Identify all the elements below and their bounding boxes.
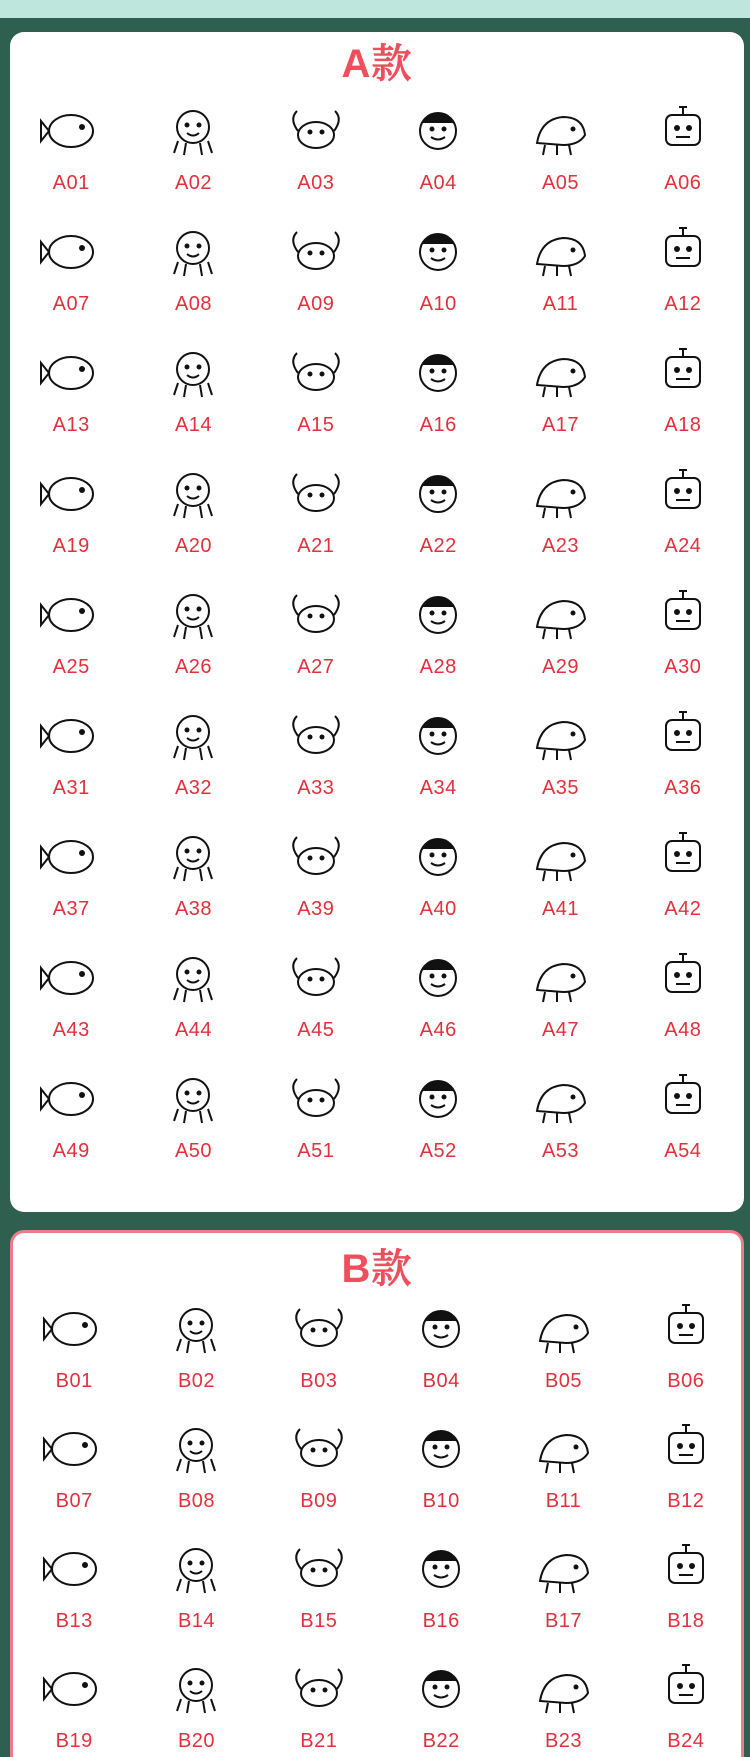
- stamp-item: [132, 705, 254, 826]
- stamp-code-label: A34: [419, 777, 457, 799]
- caterpillar-icon: [33, 342, 109, 404]
- stamp-code-label: A40: [419, 898, 457, 920]
- stamp-item: [622, 463, 744, 584]
- stamp-code-label: A29: [541, 656, 580, 678]
- soccer-ball-icon: [403, 1538, 479, 1600]
- stamp-code-label: A16: [419, 414, 457, 436]
- stamp-item: [499, 826, 621, 947]
- stamp-code-label: A09: [297, 293, 335, 315]
- stamp-item: [502, 1418, 624, 1538]
- stamp-item: [255, 342, 377, 463]
- stamp-code-label: A23: [541, 535, 580, 557]
- section-a-grid: [10, 100, 744, 1189]
- stamp-item: [132, 947, 254, 1068]
- stamp-code-label: B24: [667, 1730, 705, 1752]
- stamp-item: [10, 584, 132, 705]
- dinosaur-icon: [158, 1418, 234, 1480]
- seal-icon: [155, 947, 231, 1009]
- stamp-item: [622, 1068, 744, 1189]
- spiky-hair-face-icon: [525, 1298, 601, 1360]
- stamp-item: [255, 826, 377, 947]
- bat-icon: [400, 947, 476, 1009]
- stamp-code-label: A06: [664, 172, 702, 194]
- squid-icon: [400, 100, 476, 162]
- stamp-code-label: B06: [667, 1370, 705, 1392]
- stamp-item: [499, 100, 621, 221]
- stamp-item: [625, 1418, 747, 1538]
- stamp-item: [622, 826, 744, 947]
- stegosaurus-icon: [400, 705, 476, 767]
- stamp-code-label: A41: [541, 898, 580, 920]
- owl-icon: [522, 342, 598, 404]
- giraffe-head-icon: [525, 1538, 601, 1600]
- gorilla-icon: [155, 584, 231, 646]
- stamp-item: [258, 1418, 380, 1538]
- stamp-code-label: B03: [300, 1370, 338, 1392]
- stamp-item: [255, 463, 377, 584]
- panda-icon: [155, 826, 231, 888]
- snail-icon: [278, 947, 354, 1009]
- stamp-item: [377, 584, 499, 705]
- stamp-code-label: B13: [55, 1610, 93, 1632]
- hippo-icon: [278, 584, 354, 646]
- stamp-code-label: A26: [174, 656, 213, 678]
- stamp-item: [377, 100, 499, 221]
- stamp-code-label: A46: [419, 1019, 457, 1041]
- stamp-code-label: B16: [422, 1610, 460, 1632]
- stamp-item: [377, 947, 499, 1068]
- zebra-icon: [281, 1658, 357, 1720]
- stamp-item: [380, 1298, 502, 1418]
- rhino-icon: [155, 1068, 231, 1130]
- fox-icon: [278, 463, 354, 525]
- stamp-code-label: B21: [300, 1730, 338, 1752]
- stamp-item: [10, 1068, 132, 1189]
- squirrel-icon: [155, 342, 231, 404]
- beetle-icon: [33, 221, 109, 283]
- stamp-code-label: A27: [297, 656, 335, 678]
- leaf-ball-icon: [158, 1658, 234, 1720]
- stamp-item: [255, 100, 377, 221]
- car-icon: [158, 1538, 234, 1600]
- stamp-code-label: B12: [667, 1490, 705, 1512]
- child-face-icon: [158, 1298, 234, 1360]
- stamp-item: [13, 1658, 135, 1757]
- stamp-item: [625, 1298, 747, 1418]
- stamp-code-label: A10: [419, 293, 457, 315]
- stamp-item: [622, 342, 744, 463]
- stamp-item: [622, 705, 744, 826]
- stamp-item: [132, 826, 254, 947]
- stamp-code-label: A08: [174, 293, 213, 315]
- stamp-code-label: A31: [52, 777, 90, 799]
- bee-icon: [400, 221, 476, 283]
- stamp-code-label: B18: [667, 1610, 705, 1632]
- stamp-code-label: A14: [174, 414, 213, 436]
- turtle-icon: [400, 826, 476, 888]
- stamp-code-label: B11: [545, 1490, 582, 1512]
- stamp-item: [622, 100, 744, 221]
- stamp-item: [255, 1068, 377, 1189]
- stamp-code-label: B04: [422, 1370, 460, 1392]
- black-ant-icon: [645, 1068, 721, 1130]
- stamp-item: [135, 1658, 257, 1757]
- stamp-item: [377, 221, 499, 342]
- lion-icon: [645, 463, 721, 525]
- section-b-grid: [13, 1298, 747, 1757]
- stamp-item: [10, 342, 132, 463]
- owl-tree-icon: [522, 1068, 598, 1130]
- duck-icon: [400, 342, 476, 404]
- stamp-item: [499, 221, 621, 342]
- brontosaurus-icon: [155, 705, 231, 767]
- koala-icon: [522, 463, 598, 525]
- stamp-code-label: A21: [297, 535, 335, 557]
- stamp-code-label: A37: [52, 898, 90, 920]
- stamp-item: [10, 826, 132, 947]
- stamp-code-label: A30: [664, 656, 702, 678]
- cowboy-face-icon: [403, 1298, 479, 1360]
- horse-icon: [648, 1538, 724, 1600]
- dragonfly-icon: [645, 221, 721, 283]
- stamp-code-label: A33: [297, 777, 335, 799]
- penguin-icon: [400, 463, 476, 525]
- stamp-code-label: B10: [422, 1490, 460, 1512]
- stamp-code-label: A51: [297, 1140, 335, 1162]
- stamp-item: [380, 1538, 502, 1658]
- stamp-item: [377, 705, 499, 826]
- stamp-code-label: A01: [52, 172, 90, 194]
- peacock-icon: [522, 947, 598, 1009]
- fish-icon: [33, 100, 109, 162]
- stamp-code-label: A05: [541, 172, 580, 194]
- stamp-item: [132, 1068, 254, 1189]
- stamp-item: [625, 1538, 747, 1658]
- stamp-item: [502, 1298, 624, 1418]
- stamp-code-label: A07: [52, 293, 90, 315]
- giraffe-icon: [33, 1068, 109, 1130]
- stamp-item: [135, 1298, 257, 1418]
- sparrow-icon: [33, 947, 109, 1009]
- stamp-code-label: A35: [541, 777, 580, 799]
- stamp-code-label: A50: [174, 1140, 213, 1162]
- stamp-item: [255, 705, 377, 826]
- stamp-code-label: B19: [55, 1730, 93, 1752]
- stamp-item: [380, 1658, 502, 1757]
- stamp-code-label: A53: [541, 1140, 580, 1162]
- curly-hair-face-icon: [648, 1298, 724, 1360]
- stamp-item: [377, 826, 499, 947]
- stamp-item: [132, 342, 254, 463]
- stamp-item: [499, 947, 621, 1068]
- bird-head-icon: [522, 826, 598, 888]
- stamp-item: [499, 463, 621, 584]
- stamp-code-label: A39: [297, 898, 335, 920]
- airplane-icon: [36, 1658, 112, 1720]
- stamp-item: [502, 1658, 624, 1757]
- stamp-code-label: A54: [664, 1140, 702, 1162]
- bug-icon: [155, 221, 231, 283]
- stamp-code-label: B02: [177, 1370, 216, 1392]
- stamp-item: [255, 221, 377, 342]
- stamp-item: [625, 1658, 747, 1757]
- section-b-title: B款: [341, 1247, 413, 1291]
- ladybug-icon: [278, 221, 354, 283]
- stamp-item: [499, 584, 621, 705]
- stamp-item: [13, 1418, 135, 1538]
- bear-icon: [33, 584, 109, 646]
- stamp-code-label: A47: [541, 1019, 580, 1041]
- stamp-code-label: A38: [174, 898, 213, 920]
- stamp-code-label: A03: [297, 172, 335, 194]
- hatchling-icon: [645, 584, 721, 646]
- stamp-code-label: A43: [52, 1019, 90, 1041]
- stag-beetle-icon: [403, 1658, 479, 1720]
- stamp-item: [10, 100, 132, 221]
- perched-parrot-icon: [645, 826, 721, 888]
- stamp-code-label: A32: [174, 777, 213, 799]
- ufo-icon: [403, 1418, 479, 1480]
- stamp-code-label: A28: [419, 656, 457, 678]
- stamp-code-label: A49: [52, 1140, 90, 1162]
- stamp-item: [132, 221, 254, 342]
- chick-balloon-icon: [278, 342, 354, 404]
- stamp-item: [377, 1068, 499, 1189]
- stamp-code-label: A22: [419, 535, 457, 557]
- stamp-code-label: B07: [55, 1490, 93, 1512]
- stamp-code-label: A20: [174, 535, 213, 557]
- stamp-item: [502, 1538, 624, 1658]
- trex-icon: [33, 705, 109, 767]
- stamp-item: [13, 1298, 135, 1418]
- stamp-code-label: B15: [300, 1610, 338, 1632]
- stamp-code-label: A24: [664, 535, 702, 557]
- stamp-code-label: B09: [300, 1490, 338, 1512]
- stamp-item: [622, 584, 744, 705]
- stamp-item: [499, 1068, 621, 1189]
- stamp-code-label: A17: [541, 414, 580, 436]
- stamp-code-label: A36: [664, 777, 702, 799]
- whale-icon: [645, 100, 721, 162]
- hedgehog-icon: [645, 342, 721, 404]
- stamp-code-label: A42: [664, 898, 702, 920]
- section-a-panel: [10, 32, 744, 1212]
- section-b-panel: [10, 1230, 744, 1757]
- stamp-code-label: A12: [664, 293, 702, 315]
- stamp-code-label: B20: [177, 1730, 216, 1752]
- stamp-item: [132, 463, 254, 584]
- gamepad-icon: [281, 1418, 357, 1480]
- stamp-code-label: A44: [174, 1019, 213, 1041]
- donkey-icon: [278, 826, 354, 888]
- stamp-item: [10, 947, 132, 1068]
- stamp-item: [10, 463, 132, 584]
- stamp-code-label: B14: [177, 1610, 216, 1632]
- stamp-item: [499, 342, 621, 463]
- top-banner-strip: [0, 0, 750, 18]
- stamp-code-label: A45: [297, 1019, 335, 1041]
- stamp-item: [10, 705, 132, 826]
- stamp-code-label: B22: [422, 1730, 460, 1752]
- stamp-item: [499, 705, 621, 826]
- camel-icon: [645, 947, 721, 1009]
- stamp-code-label: A02: [174, 172, 213, 194]
- owl-branch-icon: [525, 1658, 601, 1720]
- stamp-code-label: B01: [55, 1370, 93, 1392]
- stamp-code-label: A11: [542, 293, 579, 315]
- stamp-item: [255, 947, 377, 1068]
- stamp-item: [255, 584, 377, 705]
- stamp-item: [622, 221, 744, 342]
- stamp-item: [135, 1538, 257, 1658]
- cat-star-icon: [33, 463, 109, 525]
- raccoon-icon: [155, 463, 231, 525]
- dolphin-icon: [522, 100, 598, 162]
- crocodile-icon: [400, 584, 476, 646]
- stamp-item: [135, 1418, 257, 1538]
- robot-icon: [36, 1418, 112, 1480]
- ant-icon: [400, 1068, 476, 1130]
- pterodactyl-icon: [278, 705, 354, 767]
- stamp-code-label: A13: [52, 414, 90, 436]
- rocket-icon: [648, 1418, 724, 1480]
- fox-icon: [281, 1538, 357, 1600]
- stamp-item: [10, 221, 132, 342]
- stamp-item: [258, 1298, 380, 1418]
- stamp-item: [258, 1538, 380, 1658]
- stamp-code-label: A15: [297, 414, 335, 436]
- section-a-title: A款: [341, 42, 413, 86]
- stamp-item: [13, 1538, 135, 1658]
- elephant-icon: [36, 1538, 112, 1600]
- bird-pair-icon: [278, 1068, 354, 1130]
- butterfly-icon: [522, 221, 598, 283]
- skateboard-icon: [648, 1658, 724, 1720]
- elephant-icon: [522, 584, 598, 646]
- stamp-item: [132, 584, 254, 705]
- stamp-code-label: A04: [419, 172, 457, 194]
- polar-bear-icon: [33, 826, 109, 888]
- triceratops-icon: [522, 705, 598, 767]
- smile-face-icon: [281, 1298, 357, 1360]
- stamp-code-label: A52: [419, 1140, 457, 1162]
- stamp-item: [380, 1418, 502, 1538]
- stamp-item: [622, 947, 744, 1068]
- stamp-item: [132, 100, 254, 221]
- stamp-code-label: B17: [544, 1610, 583, 1632]
- boy-face-icon: [36, 1298, 112, 1360]
- stamp-item: [377, 463, 499, 584]
- stamp-code-label: A19: [52, 535, 90, 557]
- stamp-code-label: B23: [544, 1730, 583, 1752]
- octopus-icon: [155, 100, 231, 162]
- crab-icon: [278, 100, 354, 162]
- stamp-code-label: A25: [52, 656, 90, 678]
- stamp-code-label: B05: [544, 1370, 583, 1392]
- parrot-icon: [645, 705, 721, 767]
- stamp-code-label: B08: [177, 1490, 216, 1512]
- crown-icon: [525, 1418, 601, 1480]
- stamp-code-label: A48: [664, 1019, 702, 1041]
- stamp-code-label: A18: [664, 414, 702, 436]
- stamp-item: [258, 1658, 380, 1757]
- stamp-item: [377, 342, 499, 463]
